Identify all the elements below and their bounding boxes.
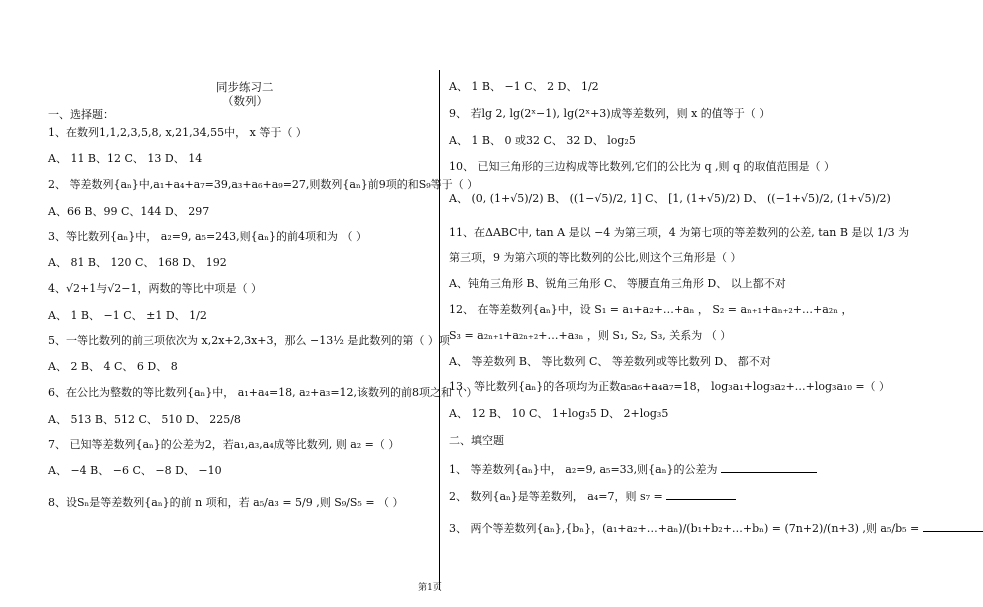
fill-question-1-text: 1、 等差数列{aₙ}中， a₂=9, a₅=33,则{aₙ}的公差为: [449, 463, 718, 476]
question-5: 5、一等比数列的前三项依次为 x,2x+2,3x+3，那么 −13½ 是此数列的第（ ）项: [48, 334, 450, 347]
question-2-options: A、66 B、99 C、144 D、 297: [48, 205, 210, 218]
fill-question-3: [449, 520, 983, 536]
question-12-options: A、 等差数列 B、 等比数列 C、 等差数列或等比数列 D、 都不对: [449, 355, 771, 368]
fill-question-3-text: 3、 两个等差数列{aₙ},{bₙ}，(a₁+a₂+…+aₙ)/(b₁+b₂+…+bₙ) = (7n+2)/(n+3) ,则 a₅/b₅ =: [449, 522, 920, 535]
question-8-options: A、 1 B、 −1 C、 2 D、 1/2: [449, 80, 599, 93]
question-7: 7、 已知等差数列{aₙ}的公差为2，若a₁,a₃,a₄成等比数列, 则 a₂ =（ ）: [48, 438, 400, 451]
question-1-options: A、 11 B、12 C、 13 D、 14: [48, 152, 203, 165]
section-heading-fill: 二、填空题: [449, 434, 504, 447]
question-3-options: A、 81 B、 120 C、 168 D、 192: [48, 256, 227, 269]
question-13-options: A、 12 B、 10 C、 1+log₃5 D、 2+log₃5: [449, 407, 669, 420]
fill-answer-blank-1[interactable]: [721, 461, 817, 473]
fill-answer-blank-2[interactable]: [666, 488, 736, 500]
fill-question-1: [449, 461, 817, 477]
fill-question-2-text: 2、 数列{aₙ}是等差数列， a₄=7，则 s₇ =: [449, 490, 663, 503]
question-10-options: A、 (0, (1+√5)/2) B、 ((1−√5)/2, 1] C、 [1, (1+√5)/2) D、 ((−1+√5)/2, (1+√5)/2): [449, 192, 891, 205]
page-subtitle: （数列）: [222, 94, 268, 108]
question-6: 6、在公比为整数的等比数列{aₙ}中， a₁+a₄=18, a₂+a₃=12,该数列的前8项之和（ ）: [48, 386, 478, 399]
question-10: 10、 已知三角形的三边构成等比数列,它们的公比为 q ,则 q 的取值范围是（ ）: [449, 160, 836, 173]
question-12: 12、 在等差数列{aₙ}中，设 S₁ = a₁+a₂+…+aₙ ， S₂ = aₙ₊₁+aₙ₊₂+…+a₂ₙ ，: [449, 303, 853, 316]
fill-answer-blank-3[interactable]: [923, 520, 983, 532]
question-4: 4、√2+1与√2−1，两数的等比中项是（ ）: [48, 282, 262, 295]
question-6-options: A、 513 B、512 C、 510 D、 225/8: [48, 413, 241, 426]
question-9: 9、 若lg 2, lg(2ˣ−1), lg(2ˣ+3)成等差数列，则 x 的值等于（ ）: [449, 107, 771, 120]
fill-question-2: [449, 488, 736, 504]
question-11-line2: 第三项，9 为第六项的等比数列的公比,则这个三角形是（ ）: [449, 251, 742, 264]
column-divider: [439, 70, 440, 590]
question-8: 8、设Sₙ是等差数列{aₙ}的前 n 项和，若 a₅/a₃ = 5/9 ,则 S₉/S₅ = （ ）: [48, 496, 404, 509]
question-5-options: A、 2 B、 4 C、 6 D、 8: [48, 360, 178, 373]
question-9-options: A、 1 B、 0 或32 C、 32 D、 log₂5: [449, 134, 636, 147]
question-1: 1、在数列1,1,2,3,5,8, x,21,34,55中， x 等于（ ）: [48, 126, 307, 139]
page-title: 同步练习二: [216, 80, 274, 94]
question-7-options: A、 −4 B、 −6 C、 −8 D、 −10: [48, 464, 222, 477]
question-4-options: A、 1 B、 −1 C、 ±1 D、 1/2: [48, 309, 207, 322]
question-13: 13、等比数列{aₙ}的各项均为正数a₅a₆+a₄a₇=18， log₃a₁+log₃a₂+…+log₃a₁₀ =（ ）: [449, 380, 891, 393]
page-number: 第1页: [418, 583, 442, 593]
question-3: 3、等比数列{aₙ}中， a₂=9, a₅=243,则{aₙ}的前4项和为 （ ）: [48, 230, 367, 243]
question-2: 2、 等差数列{aₙ}中,a₁+a₄+a₇=39,a₃+a₆+a₉=27,则数列{aₙ}前9项的和S₉等于（ ）: [48, 178, 479, 191]
question-11: 11、在ΔABC中, tan A 是以 −4 为第三项，4 为第七项的等差数列的公差, tan B 是以 1/3 为: [449, 226, 910, 239]
question-11-options: A、钝角三角形 B、锐角三角形 C、 等腰直角三角形 D、 以上都不对: [449, 277, 786, 290]
question-12-line2: S₃ = a₂ₙ₊₁+a₂ₙ₊₂+…+a₃ₙ ，则 S₁, S₂, S₃, 关系为 （ ）: [449, 329, 732, 342]
section-heading-choice: 一、选择题：: [48, 108, 114, 121]
